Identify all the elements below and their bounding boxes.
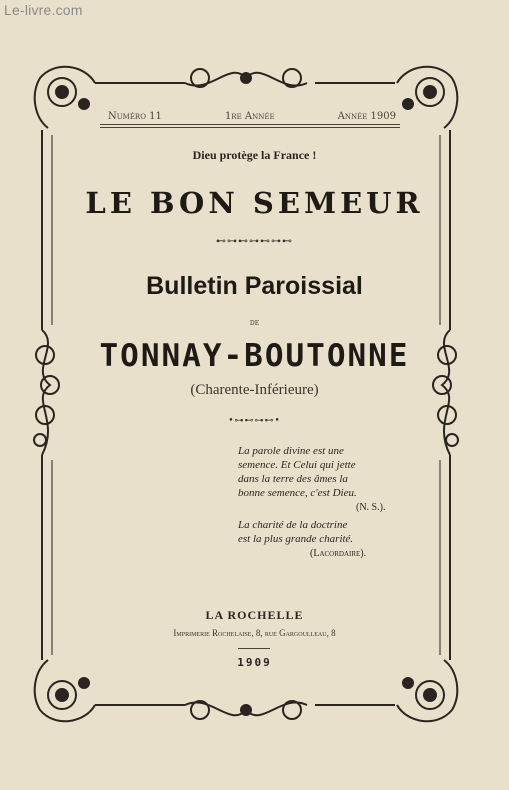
publication-year: 1909 [237,656,272,669]
corner-ornament-bottom-left [35,660,95,721]
header-rule-bottom [100,127,400,128]
issue-year-label: 1re Année [224,111,275,122]
quote-2-line: La charité de la doctrine [238,519,348,531]
region-ornament-divider: •⊶⊷⊶⊷• [228,416,281,426]
quote-1 [238,444,408,500]
parish-name: TONNAY-BOUTONNE [99,338,410,374]
quote-1-line: bonne semence, c'est Dieu. [238,487,357,499]
quote-1-line: semence. Et Celui qui jette [238,459,356,471]
issue-number: Numéro 11 [108,111,162,122]
publisher-city: LA ROCHELLE [205,608,304,622]
printer-address: Imprimerie Rochelaise, 8, rue Gargoulleau, 8 [173,628,336,638]
issue-date: Année 1909 [337,111,396,122]
header-rule-top [100,124,400,125]
publication-title: LE BON SEMEUR [85,186,424,220]
quote-2-line: est la plus grande charité. [238,533,354,545]
quote-2 [238,518,408,546]
bulletin-subtitle: Bulletin Paroissial [146,272,363,300]
quote-1-line: dans la terre des âmes la [238,473,348,485]
motto: Dieu protège la France ! [192,148,317,162]
corner-ornament-bottom-right [397,660,457,721]
watermark: Le-livre.com [4,2,83,18]
corner-ornament-top-right [397,67,457,128]
title-ornament-divider: ⊷⊶⊷⊶⊷⊶⊷ [216,236,293,247]
region-name: (Charente-Inférieure) [190,382,319,398]
quote-2-source: (Lacordaire). [310,548,367,559]
corner-ornament-top-left [35,67,95,128]
year-rule [238,648,270,649]
quote-1-line: La parole divine est une [238,445,344,457]
conjunction-de: de [249,318,260,327]
top-center-ornament [185,69,307,87]
bottom-center-ornament [185,701,307,719]
quote-1-source: (N. S.). [356,502,386,513]
issue-header [108,111,396,122]
